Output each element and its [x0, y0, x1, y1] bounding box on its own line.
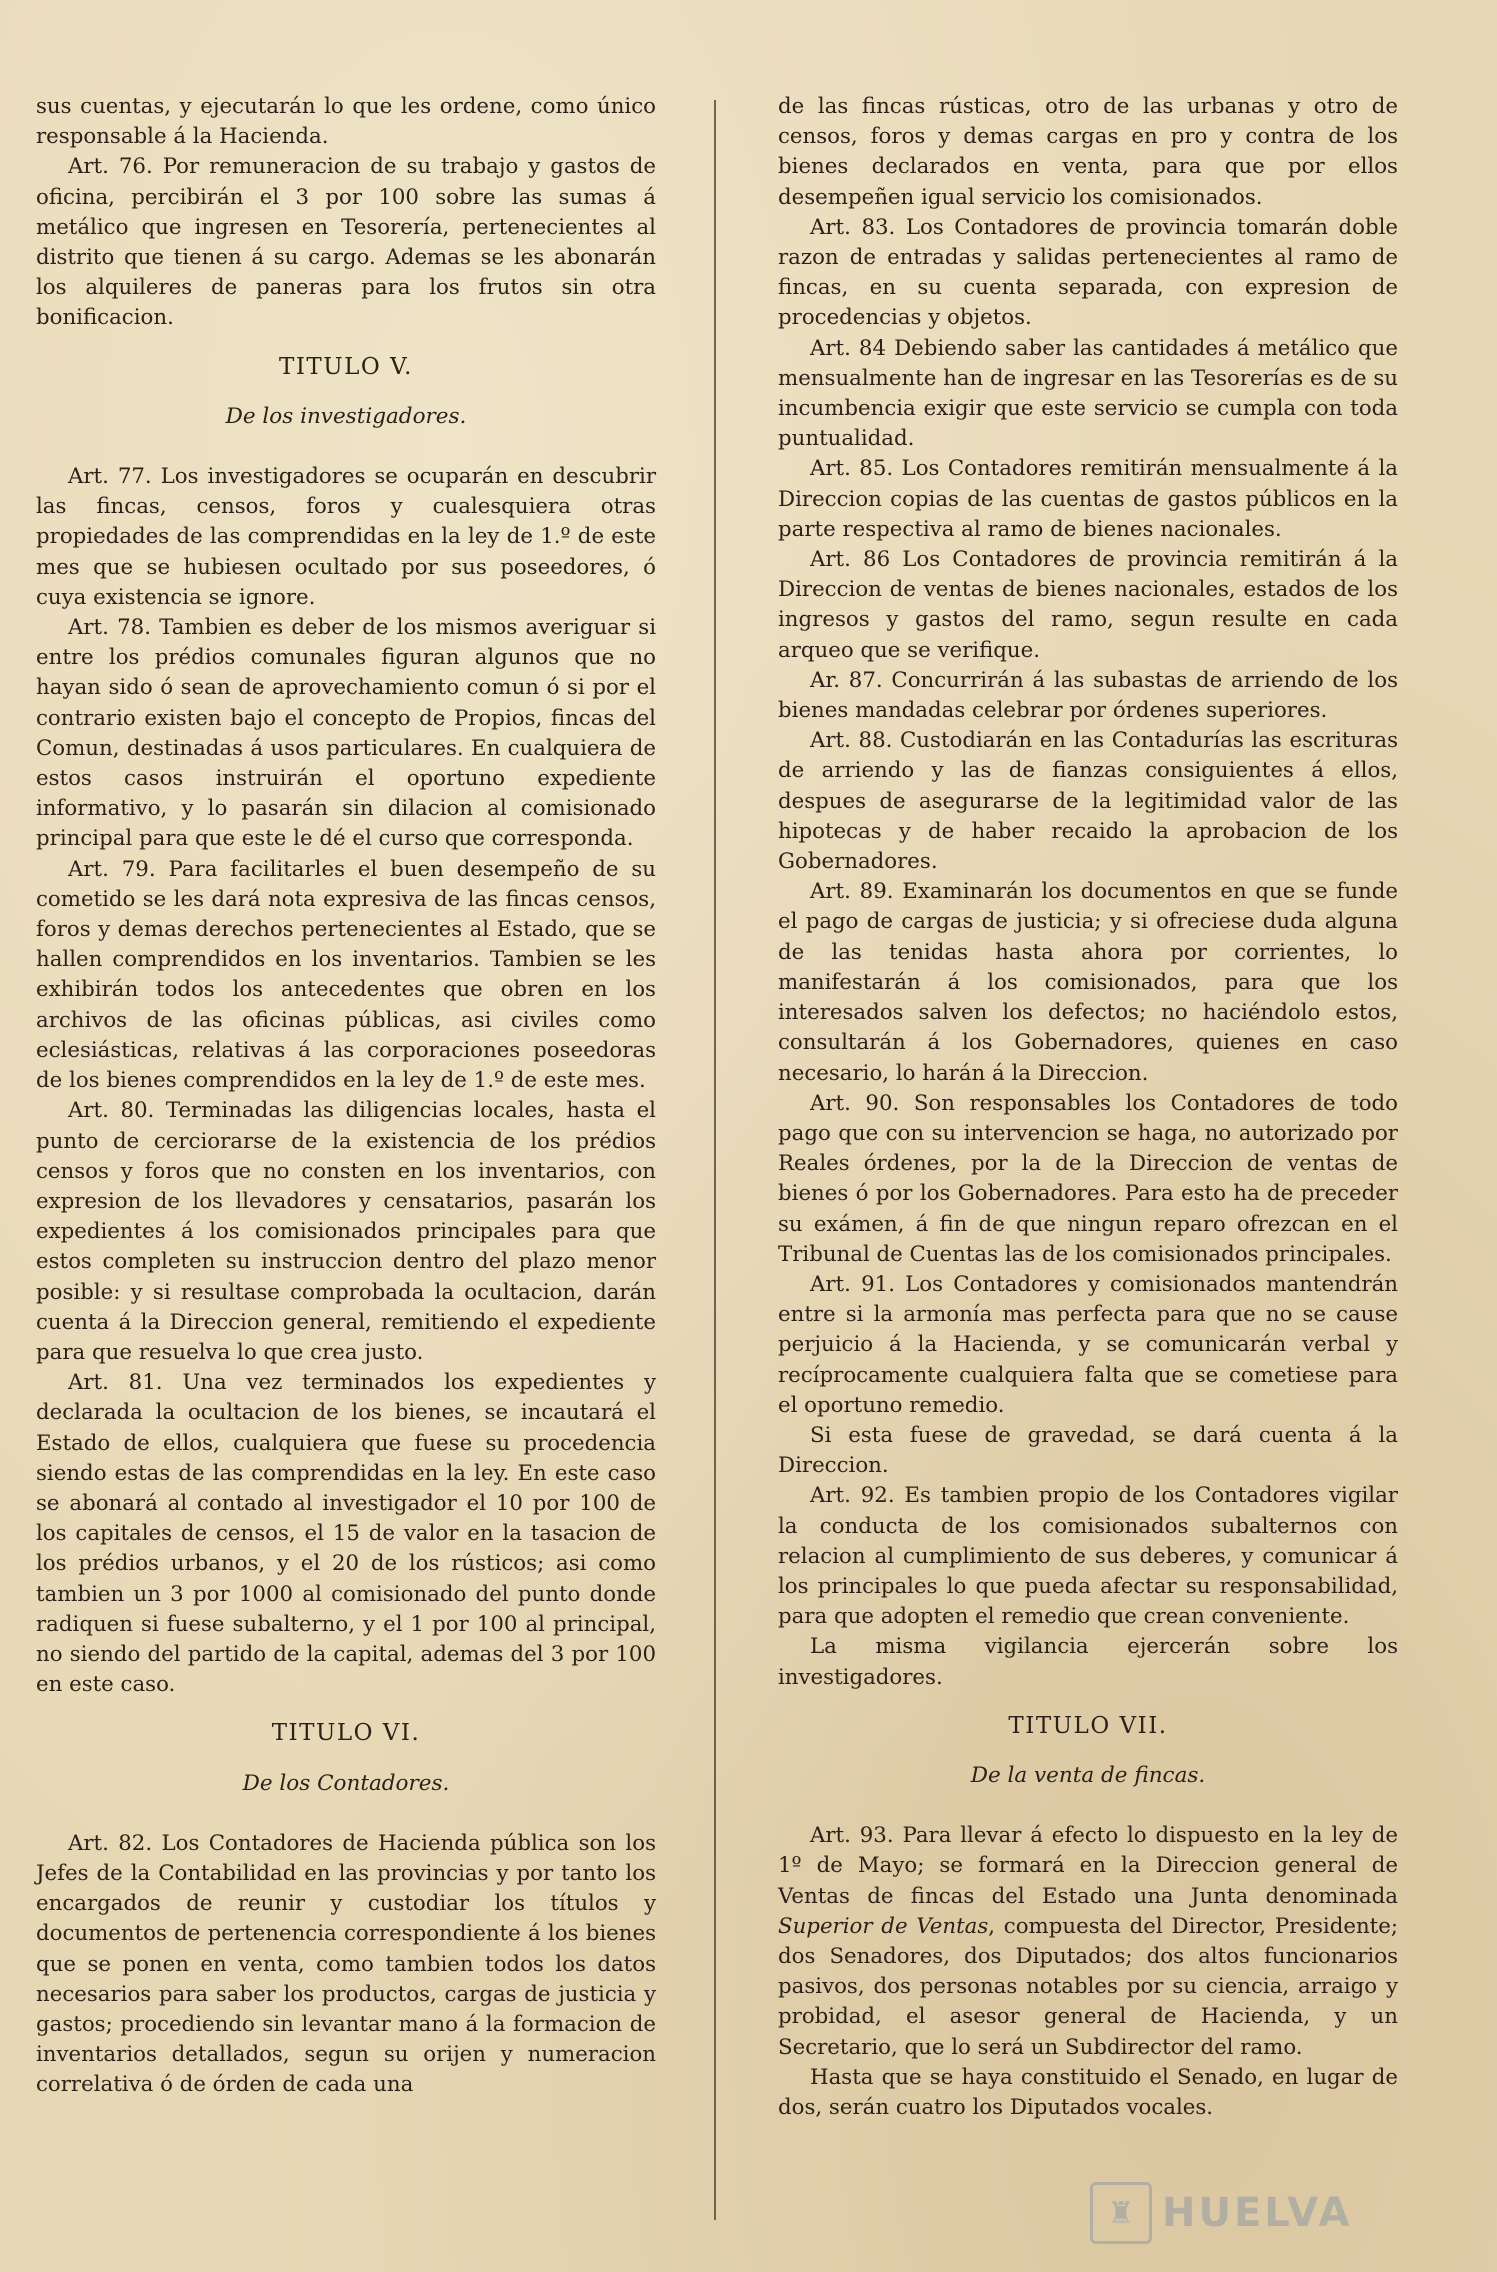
column-divider [714, 100, 716, 2220]
section-title: TITULO V. [279, 353, 413, 380]
article-paragraph: Ar. 87. Concurrirán á las subastas de arriendo de los bienes mandadas celebrar por órdenes superiores. [778, 667, 1398, 724]
section-subtitle: De los investigadores. [225, 403, 467, 429]
article-paragraph: La misma vigilancia ejercerán sobre los investigadores. [778, 1634, 1398, 1690]
article-paragraph: Art. 78. Tambien es deber de los mismos averiguar si entre los prédios comunales figuran algunos que no hayan sido ó sean de aprovechamiento comun ó si por el contrario existen bajo el concepto de Propios, fincas del Comun, destinadas á usos particulares. En cualquiera de estos casos instruirán el oportuno expediente informativo, y lo pasarán sin dilacion al comisionado principal para que este le dé el curso que corresponda. [36, 615, 656, 852]
section-title: TITULO VII. [1008, 1712, 1168, 1739]
left-column [36, 92, 656, 2101]
article-paragraph: Art. 77. Los investigadores se ocuparán en descubrir las fincas, censos, foros y cualesquiera otras propiedades de las comprendidas en la ley de 1.º de este mes que se hubiesen ocultado por sus poseedores, ó cuya existencia se ignore. [36, 464, 656, 610]
article-paragraph: Art. 90. Son responsables los Contadores de todo pago que con su intervencion se haga, no autorizado por Reales órdenes, por la de la Direccion de ventas de bienes ó por los Gobernadores. Para esto ha de preceder su exámen, á fin de que ningun reparo ofrezcan en el Tribunal de Cuentas las de los comisionados principales. [778, 1090, 1398, 1267]
archive-logo-icon: ♜ [1090, 2182, 1152, 2244]
article-paragraph: Art. 84 Debiendo saber las cantidades á metálico que mensualmente han de ingresar en las Tesorerías es de su incumbencia exigir que este servicio se cumpla con toda puntualidad. [778, 335, 1398, 452]
section-subtitle: De los Contadores. [242, 1770, 450, 1796]
article-paragraph: Art. 92. Es tambien propio de los Contadores vigilar la conducta de los comisionados subalternos con relacion al cumplimiento de sus deberes, y comunicar á los principales lo que pueda afectar su responsabilidad, para que adopten el remedio que crean conveniente. [778, 1483, 1398, 1630]
article-paragraph: Art. 80. Terminadas las diligencias locales, hasta el punto de cerciorarse de la existencia de los prédios censos y foros que no consten en los inventarios, con expresion de los llevadores y censatarios, pasarán los expedientes á los comisionados principales para que estos completen su instruccion dentro del plazo menor posible: y si resultase comprobada la ocultacion, darán cuenta á la Direccion general, remitiendo el expediente para que resuelva lo que crea justo. [36, 1098, 656, 1365]
right-column [778, 92, 1398, 2123]
section-title: TITULO VI. [271, 1720, 421, 1747]
article-paragraph: de las fincas rústicas, otro de las urbanas y otro de censos, foros y demas cargas en pro y contra de los bienes declarados en venta, para que por ellos desempeñen igual servicio los comisionados. [778, 94, 1398, 210]
article-paragraph: Art. 89. Examinarán los documentos en que se funde el pago de cargas de justicia; y si ofreciese duda alguna de las tenidas hasta ahora por corrientes, lo manifestarán á los comisionados, para que los interesados salven los defectos; no haciéndolo estos, consultarán á los Gobernadores, quienes en caso necesario, lo harán á la Direccion. [778, 879, 1398, 1086]
article-paragraph: Art. 79. Para facilitarles el buen desempeño de su cometido se les dará nota expresiva de las fincas censos, foros y demas derechos pertenecientes al Estado, que se hallen comprendidos en los inventarios. Tambien se les exhibirán todos los antecedentes que obren en los archivos de las oficinas públicas, asi civiles como eclesiásticas, relativas á las corporaciones poseedoras de los bienes comprendidos en la ley de 1.º de este mes. [36, 856, 656, 1094]
archive-watermark [1090, 2178, 1490, 2248]
article-paragraph: Art. 91. Los Contadores y comisionados mantendrán entre si la armonía mas perfecta para que no se cause perjuicio á la Hacienda, y se comunicarán verbal y recíprocamente cualquiera falta que se cometiese para el oportuno remedio. [778, 1271, 1398, 1418]
article-paragraph: Si esta fuese de gravedad, se dará cuenta á la Direccion. [778, 1422, 1398, 1479]
article-paragraph: Art. 88. Custodiarán en las Contadurías las escrituras de arriendo y las de fianzas consiguientes á ellos, despues de asegurarse de la legitimidad valor de las hipotecas y de haber recaido la aprobacion de los Gobernadores. [778, 728, 1398, 875]
article-paragraph: Art. 76. Por remuneracion de su trabajo y gastos de oficina, percibirán el 3 por 100 sobre las sumas á metálico que ingresen en Tesorería, pertenecientes al distrito que tienen á su cargo. Ademas se les abonarán los alquileres de paneras para los frutos sin otra bonificacion. [36, 154, 656, 331]
article-paragraph: Art. 83. Los Contadores de provincia tomarán doble razon de entradas y salidas pertenecientes al ramo de fincas, en su cuenta separada, con expresion de procedencias y objetos. [778, 214, 1398, 331]
section-subtitle: De la venta de fincas. [970, 1762, 1206, 1788]
article-paragraph: Art. 86 Los Contadores de provincia remitirán á la Direccion de ventas de bienes nacionales, estados de los ingresos y gastos del ramo, segun resulte en cada arqueo que se verifique. [778, 547, 1398, 663]
article-paragraph: Art. 81. Una vez terminados los expedientes y declarada la ocultacion de los bienes, se incautará el Estado de ellos, cualquiera que fuese su procedencia siendo estas de las comprendidas en la ley. En este caso se abonará al contado al investigador el 10 por 100 de los capitales de censos, el 15 de valor en la tasacion de los prédios urbanos, y el 20 de los rústicos; asi como tambien un 3 por 1000 al comisionado del punto donde radiquen si fuese subalterno, y el 1 por 100 al principal, no siendo del partido de la capital, ademas del 3 por 100 en este caso. [36, 1370, 656, 1698]
article-paragraph: Art. 82. Los Contadores de Hacienda pública son los Jefes de la Contabilidad en las provincias y por tanto los encargados de reunir y custodiar los títulos y documentos de pertenencia correspondiente á los bienes que se ponen en venta, como tambien todos los datos necesarios para saber los productos, cargas de justicia y gastos; procediendo sin levantar mano á la formacion de inventarios detallados, segun su orijen y numeracion correlativa ó de órden de cada una [36, 1830, 656, 2098]
article-paragraph: Art. 85. Los Contadores remitirán mensualmente á la Direccion copias de las cuentas de gastos públicos en la parte respectiva al ramo de bienes nacionales. [778, 456, 1398, 542]
article-paragraph: Hasta que se haya constituido el Senado, en lugar de dos, serán cuatro los Diputados vocales. [778, 2064, 1398, 2120]
watermark-text: HUELVA [1162, 2190, 1353, 2236]
article-paragraph: sus cuentas, y ejecutarán lo que les ordene, como único responsable á la Hacienda. [36, 94, 656, 150]
article-paragraph: Art. 93. Para llevar á efecto lo dispuesto en la ley de 1º de Mayo; se formará en la Direccion general de Ventas de fincas del Estado una Junta denominada Superior de Ventas, compuesta del Director, Presidente; dos Senadores, dos Diputados; dos altos funcionarios pasivos, dos personas notables por su ciencia, arraigo y probidad, el asesor general de Hacienda, y un Secretario, que lo será un Subdirector del ramo. [778, 1823, 1398, 2060]
